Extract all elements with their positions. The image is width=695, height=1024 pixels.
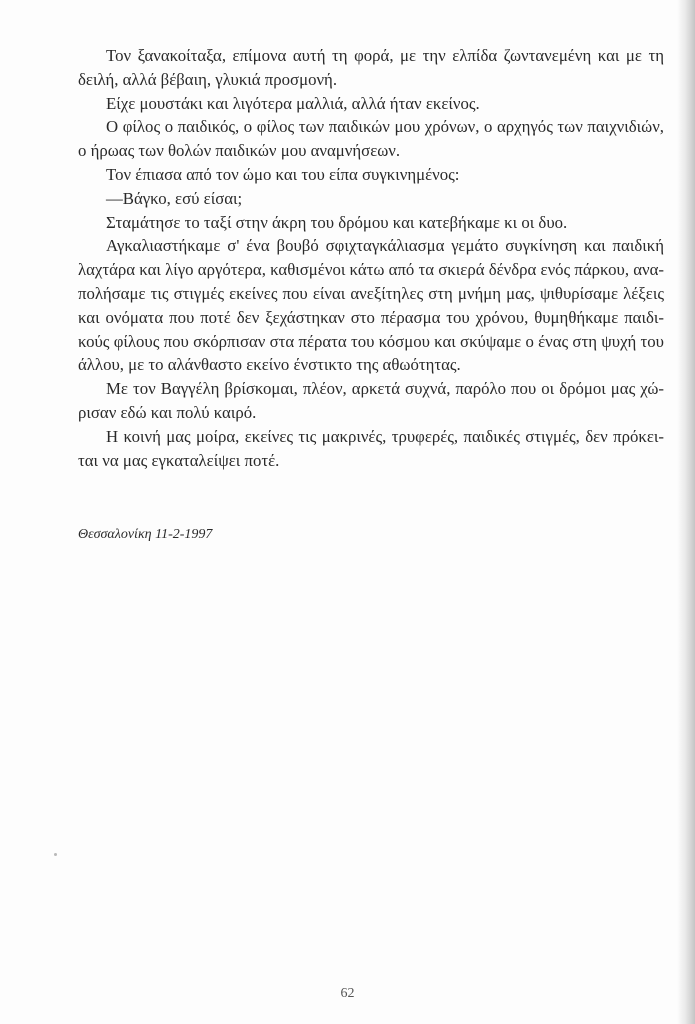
paragraph: —Βάγκο, εσύ είσαι; [106, 188, 243, 208]
place-date-signature: Θεσσαλονίκη 11-2-1997 [78, 527, 213, 542]
page-edge-shadow [677, 0, 695, 1024]
page-number: 62 [340, 986, 355, 1001]
paragraph: Είχε μουστάκι και λιγότερα μαλλιά, αλλά ήταν εκείνος. [106, 93, 480, 113]
body-text [78, 44, 664, 472]
paragraph: Η κοινή μας μοίρα, εκείνες τις μακρινές, τρυφερές, παιδικές στιγμές, δεν πρόκειται να μας εγκαταλείψει ποτέ. [78, 426, 664, 470]
paragraph: Σταμάτησε το ταξί στην άκρη του δρόμου και κατεβήκαμε κι οι δυο. [106, 212, 568, 232]
paragraph: Τον έπιασα από τον ώμο και του είπα συγκινημένος: [106, 164, 460, 184]
paragraph: Αγκαλιαστήκαμε σ' ένα βουβό σφιχταγκάλιασμα γεμάτο συγκίνηση και παιδική λαχτάρα και λίγο αργότερα, καθισμένοι κάτω από τα σκιερά δένδρα ενός πάρκου, αναπολήσαμε τις στιγμές εκείνες που είναι ανεξίτηλες στη μνήμη μας, ψιθυρίσαμε λέξεις και ονόματα που ποτέ δεν ξεχάστηκαν στο πέρασμα του χρόνου, θυμηθήκαμε παιδικούς φίλους που σκόρπισαν στα πέρατα του κόσμου και σκύψαμε ο ένας στη ψυχή του άλλου, με το αλάνθαστο εκείνο ένστικτο της αθωότητας. [78, 236, 664, 375]
paragraph: Ο φίλος ο παιδικός, ο φίλος των παιδικών μου χρόνων, ο αρχηγός των παιχνιδιών, ο ήρωας των θολών παιδικών μου αναμνήσεων. [78, 117, 664, 161]
scan-speck [54, 853, 57, 856]
paragraph: Τον ξανακοίταξα, επίμονα αυτή τη φορά, με την ελπίδα ζωντανεμένη και με τη δειλή, αλλά βέβαιη, γλυκιά προσμονή. [78, 46, 664, 89]
paragraph: Με τον Βαγγέλη βρίσκομαι, πλέον, αρκετά συχνά, παρόλο που οι δρόμοι μας χώρισαν εδώ και πολύ καιρό. [78, 379, 664, 422]
